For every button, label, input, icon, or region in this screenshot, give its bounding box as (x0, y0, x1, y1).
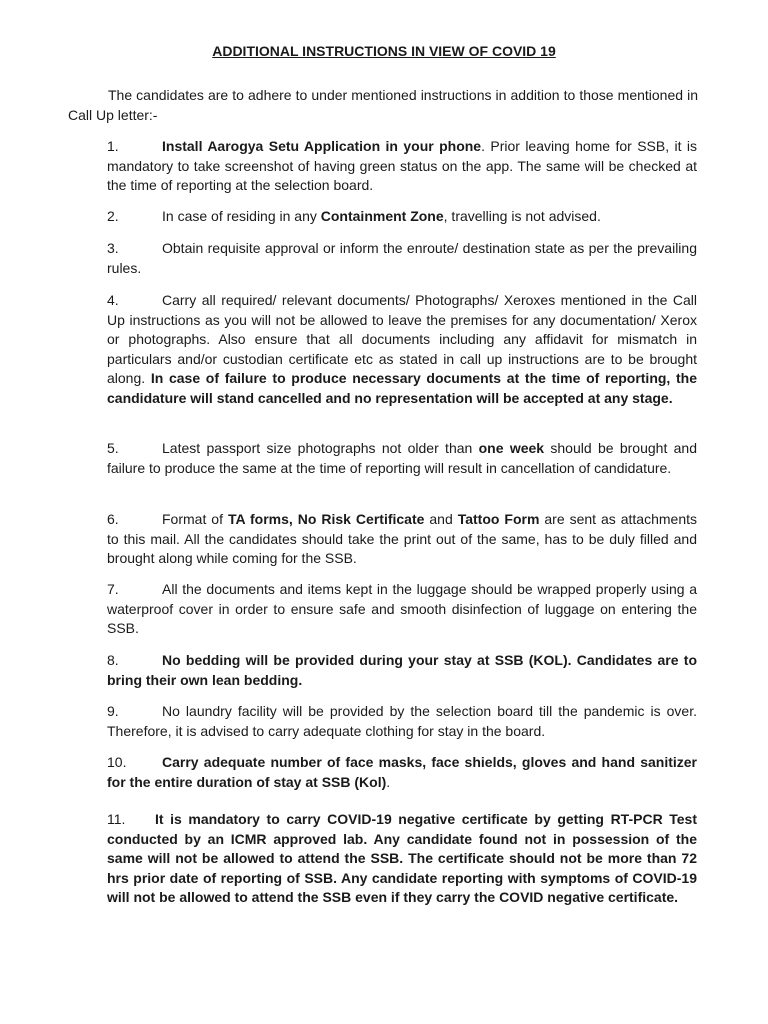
item-number: 2. (107, 208, 119, 224)
item-text-bold: Tattoo Form (457, 511, 540, 527)
item-number: 10. (107, 754, 127, 770)
item-text: , travelling is not advised. (443, 208, 601, 224)
item-number: 7. (107, 581, 119, 597)
instruction-item-6 (107, 510, 697, 569)
instruction-item-9 (107, 702, 697, 741)
instruction-item-10 (107, 753, 697, 792)
item-text-bold: Containment Zone (320, 208, 444, 224)
item-text-bold: Carry adequate number of face masks, face shields, gloves and hand sanitizer for the entire duration of stay at SSB (Kol) (107, 754, 697, 790)
item-text-bold: Install Aarogya Setu Application in your phone (162, 138, 482, 154)
instruction-item-4 (107, 291, 697, 408)
item-text: . (386, 773, 391, 790)
item-number: 6. (107, 511, 119, 527)
item-text: All the documents and items kept in the luggage should be wrapped properly using a waterproof cover in order to ensure safe and smooth disinfection of luggage on entering the SSB. (107, 581, 697, 636)
item-text: In case of residing in any (162, 208, 321, 224)
item-text-bold: TA forms, No Risk Certificate (227, 511, 425, 527)
instruction-item-1 (107, 137, 697, 196)
item-number: 1. (107, 138, 119, 154)
instruction-item-2 (107, 207, 697, 227)
item-number: 11. (107, 811, 126, 827)
item-text: No laundry facility will be provided by the selection board till the pandemic is over. Therefore, it is advised to carry adequate clothing for stay in the board. (107, 703, 697, 739)
item-text: Latest passport size photographs not older than (162, 440, 479, 456)
item-number: 5. (107, 440, 119, 456)
item-text-bold: No bedding will be provided during your stay at SSB (KOL). Candidates are to bring their own lean bedding. (107, 652, 697, 688)
item-text-bold: It is mandatory to carry COVID-19 negative certificate by getting RT-PCR Test conducted by an ICMR approved lab. Any candidate found not in possession of the same will not be allowed to attend the SSB. The certificate should not be more than 72 hrs prior date of reporting of SSB. Any candidate reporting with symptoms of COVID-19 will not be allowed to attend the SSB even if they carry the COVID negative certificate. (107, 811, 697, 905)
instruction-item-5 (107, 439, 697, 478)
item-text: Carry all required/ relevant documents/ Photographs/ Xeroxes mentioned in the Call Up instructions as you will not be allowed to leave the premises for any documentation/ Xerox or photographs. Also ensure that all documents including any affidavit for mismatch in particulars and/or custodian certificate etc as stated in call up instructions are to be brought along. (107, 292, 697, 386)
item-text-bold: In case of failure to produce necessary documents at the time of reporting, the candidature will stand cancelled and no representation will be accepted at any stage. (107, 370, 697, 406)
item-number: 3. (107, 240, 119, 256)
item-text: are sent as attachments to this mail. All the candidates should take the print out of the same, has to be duly filled and brought along while coming for the SSB. (107, 511, 698, 566)
item-text-bold: one week (478, 440, 545, 456)
item-text: Obtain requisite approval or inform the enroute/ destination state as per the prevailing rules. (107, 240, 697, 276)
intro-paragraph: The candidates are to adhere to under mentioned instructions in addition to those mentioned in Call Up letter:- (68, 87, 698, 123)
item-number: 9. (107, 703, 119, 719)
instruction-item-8 (107, 651, 697, 690)
instruction-item-7 (107, 580, 697, 639)
instruction-item-3 (107, 239, 697, 278)
item-text: Format of (162, 511, 228, 527)
item-number: 8. (107, 652, 119, 668)
item-number: 4. (107, 292, 119, 308)
item-text: and (424, 511, 458, 527)
item-text: . Prior leaving home for SSB, it is mandatory to take screenshot of having green status on the app. The same will be checked at the time of reporting at the selection board. (107, 138, 697, 193)
document-title: ADDITIONAL INSTRUCTIONS IN VIEW OF COVID 19 (212, 43, 556, 59)
instruction-item-11 (107, 810, 697, 908)
item-text: should be brought and failure to produce the same at the time of reporting will result in cancellation of candidature. (107, 440, 698, 476)
